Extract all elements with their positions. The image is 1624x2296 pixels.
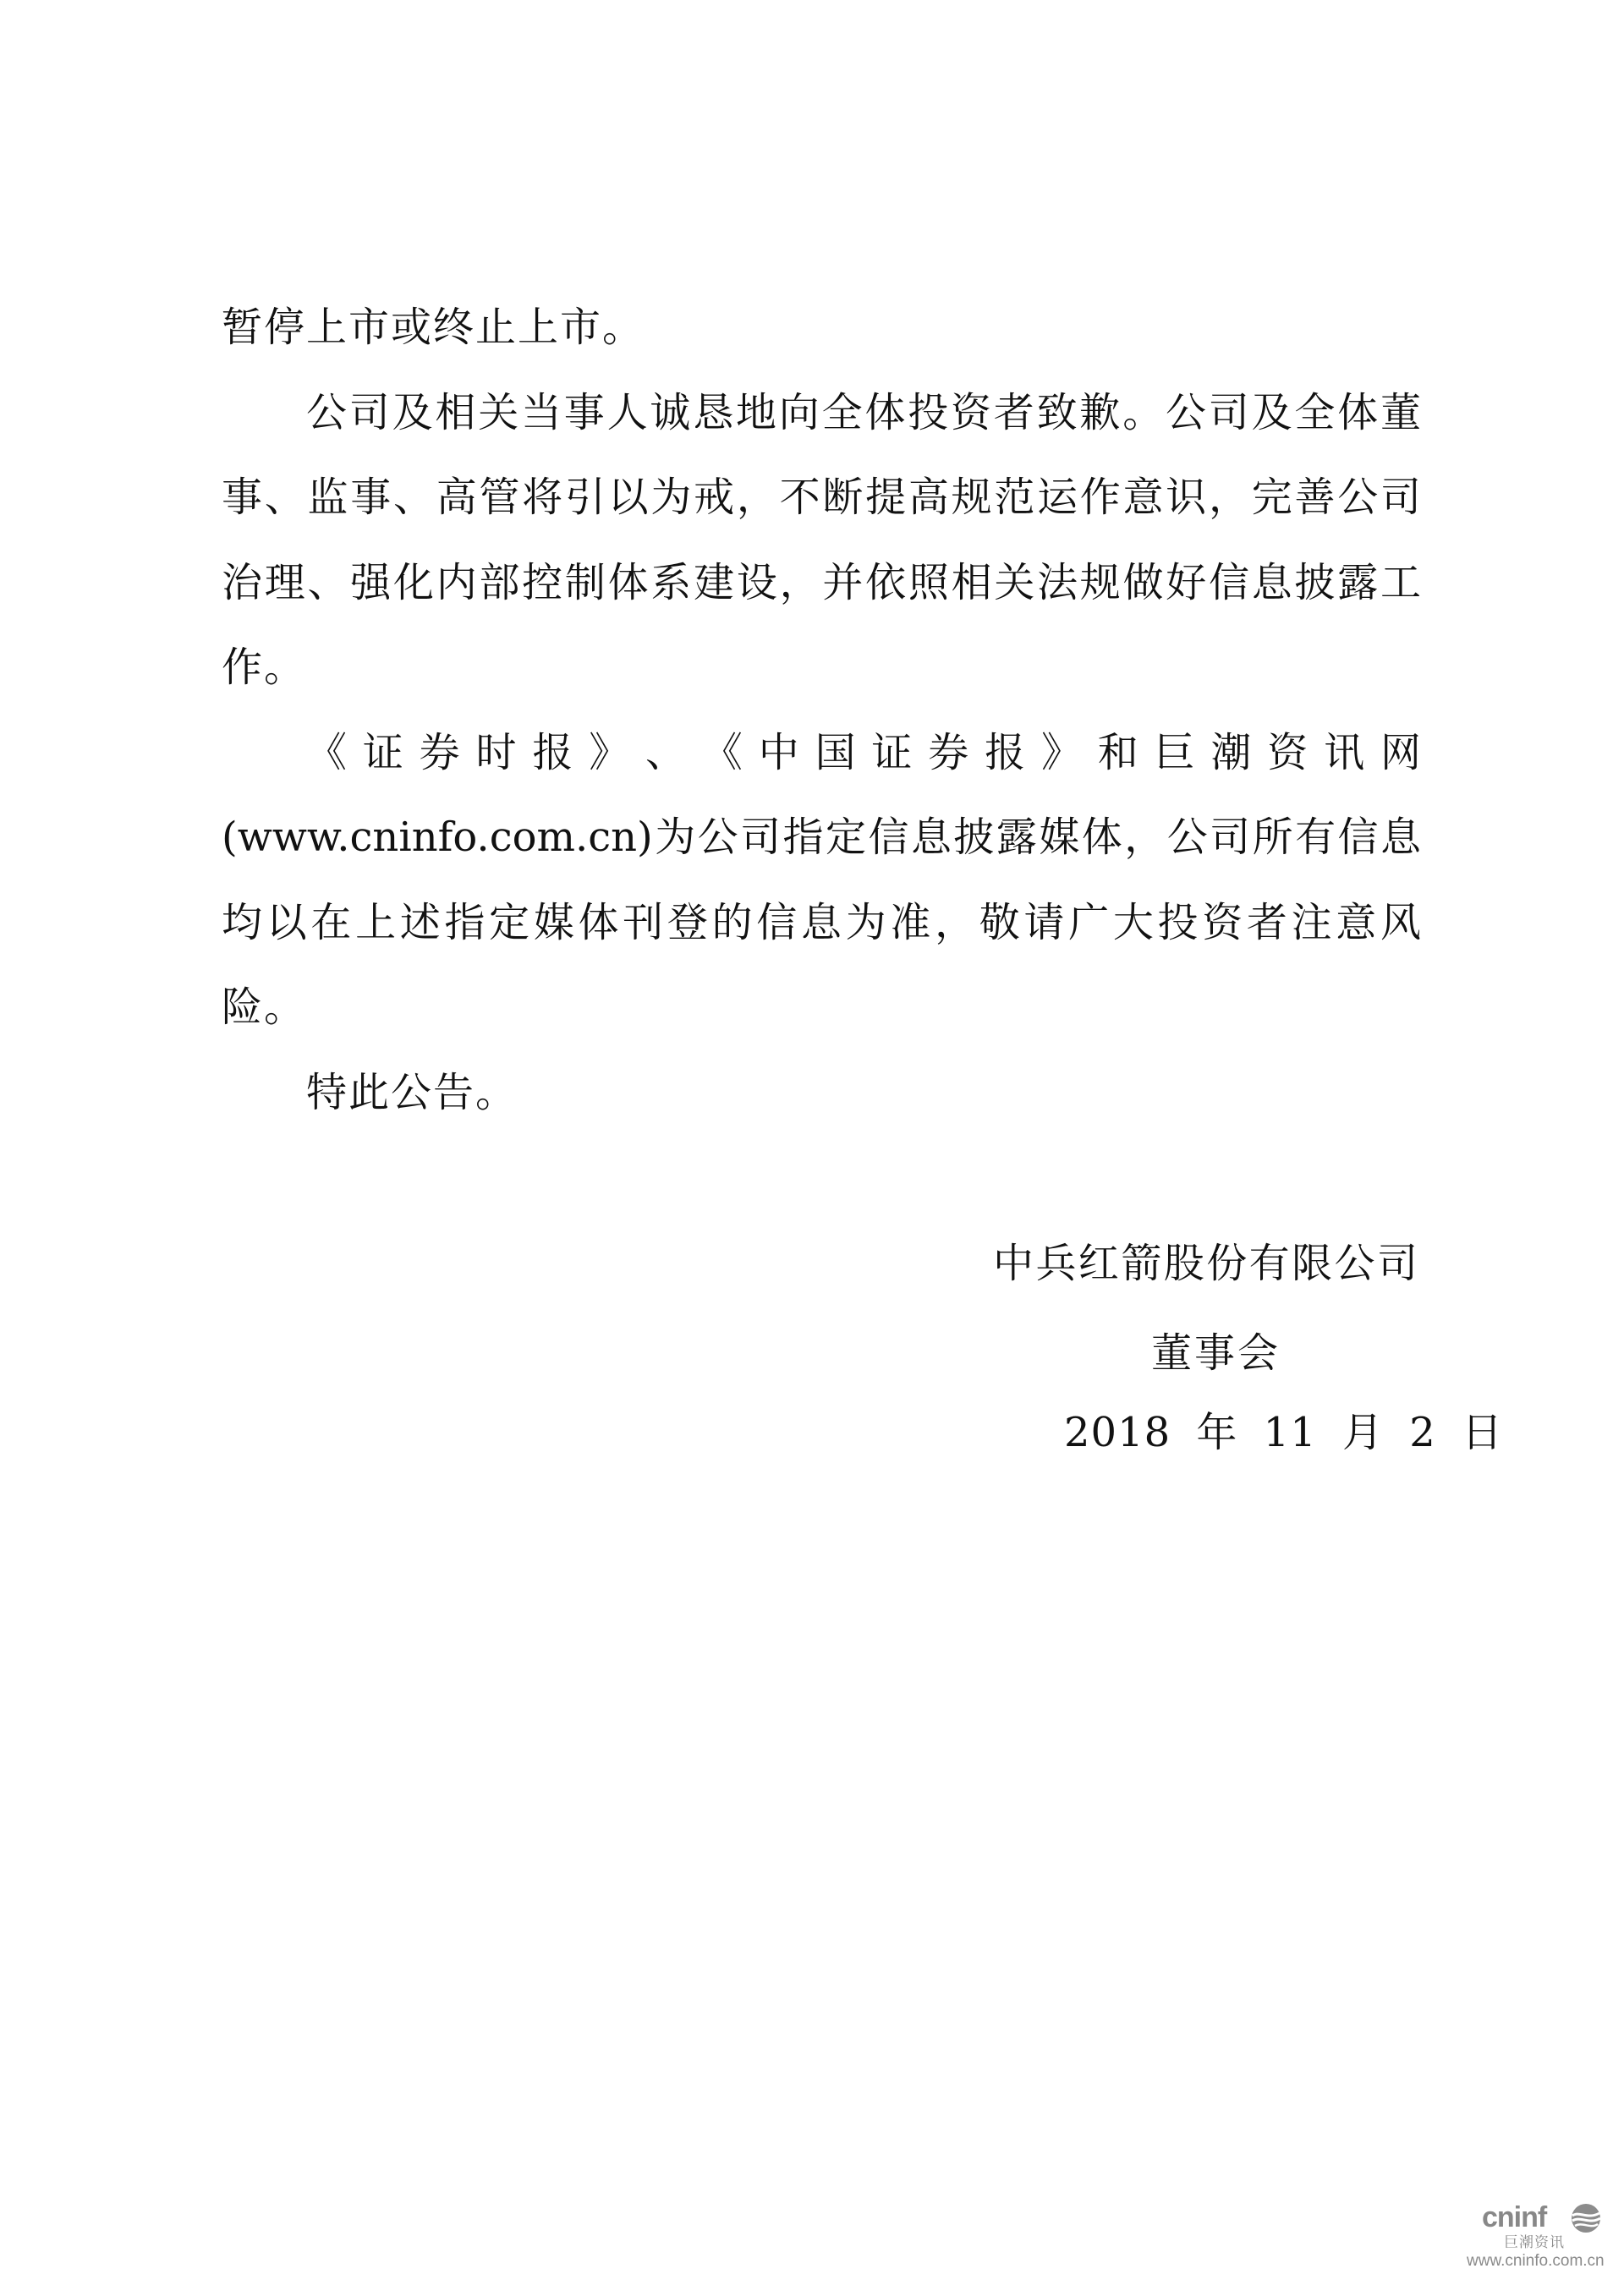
paragraph-line: 《 证 券 时 报 》 、 《 中 国 证 券 报 》 和 巨 潮 资 讯 网	[306, 728, 1421, 776]
paragraph-line: 事、监事、高管将引以为戒，不断提高规范运作意识，完善公司	[222, 474, 1421, 521]
logo-url-text: www.cninfo.com.cn	[1467, 2252, 1605, 2270]
paragraph-line: 险。	[222, 984, 307, 1031]
closing-line: 特此公告。	[306, 1068, 518, 1116]
cninfo-watermark-logo	[1463, 2199, 1624, 2275]
announcement-body	[222, 285, 1421, 1135]
paragraph-line: 治理、强化内部控制体系建设，并依照相关法规做好信息披露工	[222, 558, 1421, 606]
paragraph-line: 暂停上市或终止上市。	[222, 304, 645, 351]
paragraph-line: 公司及相关当事人诚恳地向全体投资者致歉。公司及全体董	[306, 388, 1421, 436]
signature-company: 中兵红箭股份有限公司	[993, 1240, 1418, 1287]
logo-brand-text: cninf	[1482, 2201, 1547, 2233]
logo-chinese-text: 巨潮资讯	[1504, 2234, 1565, 2251]
signature-date: 2018 年 11 月 2 日	[1064, 1409, 1504, 1456]
cninfo-globe-icon	[1571, 2203, 1601, 2233]
paragraph-line: (www.cninfo.com.cn)为公司指定信息披露媒体，公司所有信息	[222, 814, 1421, 861]
paragraph-line: 均以在上述指定媒体刊登的信息为准，敬请广大投资者注意风	[222, 898, 1421, 946]
paragraph-line: 作。	[222, 644, 307, 691]
signature-board: 董事会	[1151, 1329, 1278, 1377]
